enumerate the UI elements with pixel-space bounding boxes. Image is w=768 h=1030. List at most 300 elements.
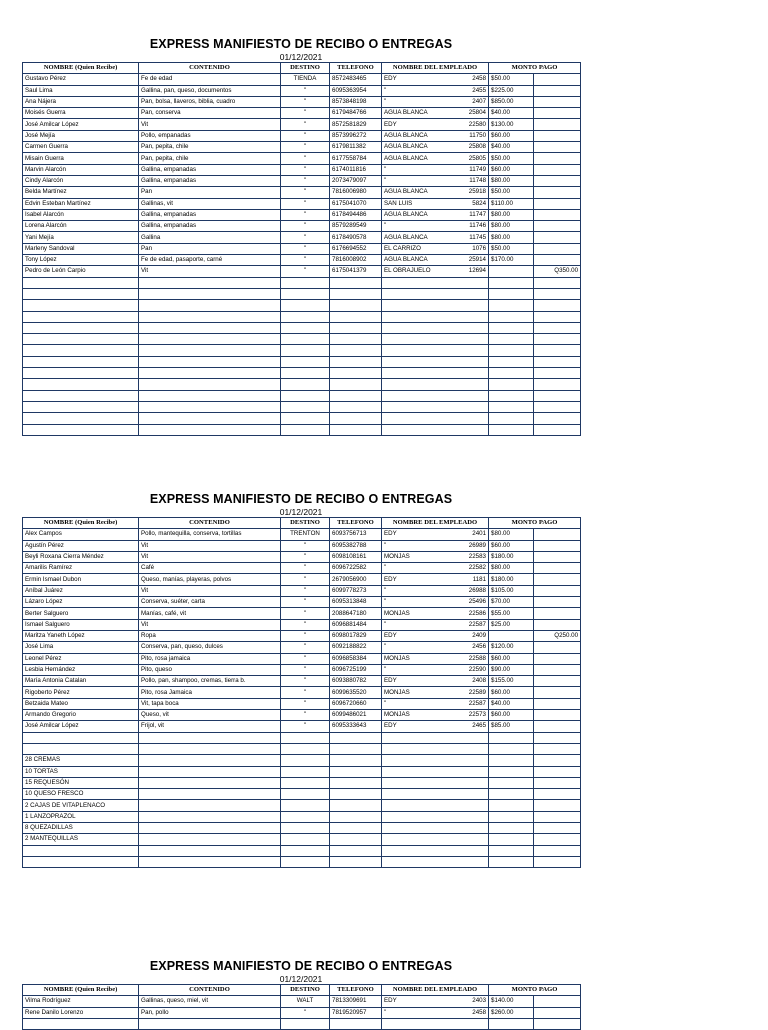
empty-cell (534, 856, 581, 867)
empty-cell (456, 356, 489, 367)
cell-telefono: 6095313848 (330, 597, 382, 608)
cell-monto: $60.00 (489, 540, 534, 551)
cell-contenido: Gallina, empanadas (139, 175, 281, 186)
cell-telefono: 7819520957 (330, 1007, 382, 1018)
header-nombre: NOMBRE (Quien Recibe) (23, 63, 139, 74)
table-row (23, 1007, 581, 1018)
empty-cell (534, 311, 581, 322)
cell-telefono: 6176694552 (330, 243, 382, 254)
empty-row (23, 334, 581, 345)
table-row (23, 653, 581, 664)
cell-destino: " (281, 619, 330, 630)
empty-cell (139, 322, 281, 333)
empty-cell (281, 424, 330, 435)
cell-contenido: Vit, tapa boca (139, 698, 281, 709)
cell-empleado-codigo: 11749 (456, 164, 489, 175)
cell-extra (534, 85, 581, 96)
table-row (23, 164, 581, 175)
empty-cell (139, 800, 281, 811)
empty-cell (382, 800, 456, 811)
cell-contenido: Pan, bolsa, llaveros, biblia, cuadro (139, 96, 281, 107)
empty-cell (489, 401, 534, 412)
cell-empleado-codigo: 2465 (456, 721, 489, 732)
empty-cell (330, 368, 382, 379)
note-text: 15 REQUESÓN (23, 777, 139, 788)
table-row (23, 108, 581, 119)
cell-empleado: EL OBRAJUELO (382, 266, 456, 277)
table-row (23, 85, 581, 96)
empty-cell (382, 345, 456, 356)
cell-telefono: 6096858384 (330, 653, 382, 664)
empty-row (23, 345, 581, 356)
cell-nombre: José Amilcar López (23, 721, 139, 732)
empty-cell (139, 789, 281, 800)
cell-monto: $80.00 (489, 221, 534, 232)
header-nombre: NOMBRE (Quien Recibe) (23, 985, 139, 996)
cell-extra (534, 232, 581, 243)
cell-empleado-codigo: 1181 (456, 574, 489, 585)
cell-destino: " (281, 198, 330, 209)
cell-telefono: 6178494486 (330, 209, 382, 220)
empty-cell (489, 379, 534, 390)
empty-cell (139, 766, 281, 777)
cell-destino: " (281, 642, 330, 653)
cell-monto: $120.00 (489, 642, 534, 653)
empty-cell (534, 1018, 581, 1029)
cell-contenido: Pan, pollo (139, 1007, 281, 1018)
cell-empleado: EDY (382, 119, 456, 130)
cell-telefono: 6175041379 (330, 266, 382, 277)
table-row (23, 529, 581, 540)
cell-contenido: Gallina, empanadas (139, 209, 281, 220)
empty-cell (23, 379, 139, 390)
empty-cell (489, 732, 534, 743)
header-empleado: NOMBRE DEL EMPLEADO (382, 985, 489, 996)
empty-cell (281, 334, 330, 345)
cell-empleado-codigo: 22582 (456, 563, 489, 574)
cell-nombre: Amarilis Ramírez (23, 563, 139, 574)
cell-extra (534, 608, 581, 619)
cell-empleado: " (382, 85, 456, 96)
cell-monto: $60.00 (489, 687, 534, 698)
note-row (23, 834, 581, 845)
table-row (23, 687, 581, 698)
header-telefono: TELEFONO (330, 63, 382, 74)
empty-cell (456, 789, 489, 800)
cell-telefono: 6099635520 (330, 687, 382, 698)
cell-empleado-codigo: 22573 (456, 710, 489, 721)
empty-cell (281, 345, 330, 356)
empty-cell (456, 368, 489, 379)
note-row (23, 777, 581, 788)
cell-empleado: MONJAS (382, 653, 456, 664)
empty-cell (23, 845, 139, 856)
empty-cell (281, 823, 330, 834)
cell-monto: $60.00 (489, 130, 534, 141)
empty-cell (23, 334, 139, 345)
empty-cell (456, 755, 489, 766)
cell-empleado-codigo: 2407 (456, 96, 489, 107)
table-row (23, 540, 581, 551)
cell-empleado-codigo: 2456 (456, 642, 489, 653)
cell-empleado: EDY (382, 574, 456, 585)
cell-telefono: 6093756713 (330, 529, 382, 540)
cell-telefono: 8573996272 (330, 130, 382, 141)
empty-cell (139, 334, 281, 345)
empty-cell (489, 834, 534, 845)
cell-telefono: 6174011816 (330, 164, 382, 175)
cell-nombre: Berter Salguero (23, 608, 139, 619)
cell-monto: $40.00 (489, 142, 534, 153)
empty-cell (330, 811, 382, 822)
table-row (23, 153, 581, 164)
empty-cell (382, 823, 456, 834)
manifest-title: EXPRESS MANIFIESTO DE RECIBO O ENTREGAS (149, 959, 453, 973)
cell-empleado: AGUA BLANCA (382, 108, 456, 119)
cell-nombre: Beyli Roxana Cierra Méndez (23, 551, 139, 562)
header-contenido: CONTENIDO (139, 518, 281, 529)
empty-cell (139, 277, 281, 288)
empty-cell (489, 823, 534, 834)
empty-cell (534, 322, 581, 333)
cell-nombre: Marleny Sandoval (23, 243, 139, 254)
cell-empleado-codigo: 2409 (456, 630, 489, 641)
empty-cell (139, 345, 281, 356)
cell-empleado-codigo: 11745 (456, 232, 489, 243)
empty-cell (489, 811, 534, 822)
empty-cell (489, 766, 534, 777)
cell-monto: $225.00 (489, 85, 534, 96)
cell-destino: " (281, 221, 330, 232)
cell-nombre: Moisés Guerra (23, 108, 139, 119)
header-destino: DESTINO (281, 985, 330, 996)
empty-cell (23, 277, 139, 288)
cell-contenido: Pan (139, 187, 281, 198)
empty-cell (456, 743, 489, 754)
empty-cell (281, 743, 330, 754)
header-monto: MONTO PAGO (489, 985, 581, 996)
empty-cell (382, 789, 456, 800)
cell-monto: $80.00 (489, 209, 534, 220)
cell-empleado: " (382, 221, 456, 232)
empty-cell (534, 789, 581, 800)
cell-nombre: Leonel Pérez (23, 653, 139, 664)
cell-contenido: Café (139, 563, 281, 574)
cell-empleado-codigo: 25918 (456, 187, 489, 198)
empty-row (23, 379, 581, 390)
cell-destino: " (281, 551, 330, 562)
cell-monto: $155.00 (489, 676, 534, 687)
cell-empleado: AGUA BLANCA (382, 232, 456, 243)
cell-contenido: Ropa (139, 630, 281, 641)
empty-cell (281, 288, 330, 299)
cell-contenido: Gallinas, vit (139, 198, 281, 209)
empty-cell (330, 356, 382, 367)
empty-cell (281, 300, 330, 311)
empty-cell (382, 811, 456, 822)
cell-extra (534, 119, 581, 130)
empty-cell (382, 356, 456, 367)
cell-extra (534, 164, 581, 175)
empty-cell (456, 1018, 489, 1029)
cell-contenido: Pito, rosa Jamaica (139, 687, 281, 698)
cell-destino: " (281, 255, 330, 266)
empty-cell (330, 766, 382, 777)
manifest-date: 01/12/2021 (279, 507, 323, 517)
empty-cell (139, 845, 281, 856)
empty-cell (23, 322, 139, 333)
cell-empleado: MONJAS (382, 551, 456, 562)
cell-contenido: Conserva, pan, queso, dulces (139, 642, 281, 653)
cell-contenido: Pan, conserva (139, 108, 281, 119)
cell-monto: $180.00 (489, 574, 534, 585)
empty-cell (281, 1018, 330, 1029)
note-row (23, 800, 581, 811)
cell-telefono: 6099486021 (330, 710, 382, 721)
empty-cell (456, 811, 489, 822)
cell-contenido: Pito, rosa jamaica (139, 653, 281, 664)
empty-cell (456, 777, 489, 788)
note-text: 28 CREMAS (23, 755, 139, 766)
cell-contenido: Queso, manías, playeras, polvos (139, 574, 281, 585)
empty-cell (456, 311, 489, 322)
empty-row (23, 288, 581, 299)
table-row (23, 255, 581, 266)
cell-extra (534, 221, 581, 232)
cell-destino: " (281, 710, 330, 721)
empty-cell (534, 823, 581, 834)
cell-destino: " (281, 142, 330, 153)
cell-monto: $50.00 (489, 187, 534, 198)
cell-destino: " (281, 540, 330, 551)
cell-destino: " (281, 108, 330, 119)
note-row (23, 755, 581, 766)
cell-monto: $60.00 (489, 653, 534, 664)
empty-cell (139, 390, 281, 401)
empty-cell (456, 766, 489, 777)
note-row (23, 811, 581, 822)
table-row (23, 187, 581, 198)
empty-cell (23, 311, 139, 322)
empty-cell (382, 1018, 456, 1029)
table-row (23, 574, 581, 585)
header-telefono: TELEFONO (330, 985, 382, 996)
empty-cell (382, 766, 456, 777)
empty-cell (456, 413, 489, 424)
empty-cell (330, 334, 382, 345)
empty-row (23, 845, 581, 856)
empty-cell (489, 777, 534, 788)
empty-cell (534, 401, 581, 412)
empty-cell (139, 732, 281, 743)
cell-nombre: Armando Gregorio (23, 710, 139, 721)
empty-cell (534, 413, 581, 424)
empty-cell (139, 777, 281, 788)
cell-extra (534, 187, 581, 198)
header-nombre: NOMBRE (Quien Recibe) (23, 518, 139, 529)
empty-cell (382, 845, 456, 856)
cell-destino: " (281, 608, 330, 619)
empty-cell (330, 856, 382, 867)
cell-empleado: " (382, 1007, 456, 1018)
manifest-title: EXPRESS MANIFIESTO DE RECIBO O ENTREGAS (149, 492, 453, 506)
empty-cell (281, 413, 330, 424)
cell-empleado: SAN LUIS (382, 198, 456, 209)
empty-cell (534, 334, 581, 345)
cell-monto: $60.00 (489, 164, 534, 175)
cell-destino: " (281, 243, 330, 254)
empty-cell (281, 800, 330, 811)
cell-nombre: Ermin Ismael Dubon (23, 574, 139, 585)
empty-cell (330, 743, 382, 754)
cell-nombre: María Antonia Catalan (23, 676, 139, 687)
empty-cell (456, 345, 489, 356)
cell-nombre: Pedro de León Carpio (23, 266, 139, 277)
empty-cell (489, 345, 534, 356)
cell-monto: $85.00 (489, 721, 534, 732)
header-telefono: TELEFONO (330, 518, 382, 529)
cell-contenido: Vit (139, 119, 281, 130)
empty-cell (489, 845, 534, 856)
cell-empleado: " (382, 642, 456, 653)
cell-telefono: 6179811382 (330, 142, 382, 153)
empty-cell (139, 401, 281, 412)
cell-extra (534, 540, 581, 551)
empty-cell (456, 845, 489, 856)
table-row (23, 642, 581, 653)
empty-cell (330, 424, 382, 435)
cell-contenido: Pollo, pan, shampoo, cremas, tierra b. (139, 676, 281, 687)
empty-cell (330, 823, 382, 834)
empty-cell (330, 300, 382, 311)
table-header-row (23, 985, 581, 996)
empty-cell (456, 800, 489, 811)
cell-contenido: Conserva, suéter, carta (139, 597, 281, 608)
empty-cell (489, 1018, 534, 1029)
cell-contenido: Gallina (139, 232, 281, 243)
cell-destino: WALT (281, 996, 330, 1007)
cell-contenido: Gallina, pan, queso, documentos (139, 85, 281, 96)
empty-cell (456, 401, 489, 412)
table-row (23, 130, 581, 141)
empty-cell (456, 424, 489, 435)
empty-cell (281, 834, 330, 845)
table-row (23, 608, 581, 619)
empty-cell (139, 1018, 281, 1029)
cell-empleado-codigo: 11747 (456, 209, 489, 220)
cell-empleado-codigo: 11750 (456, 130, 489, 141)
empty-cell (330, 311, 382, 322)
cell-telefono: 6175041070 (330, 198, 382, 209)
empty-cell (281, 322, 330, 333)
empty-cell (23, 300, 139, 311)
table-row (23, 119, 581, 130)
cell-extra (534, 585, 581, 596)
empty-cell (382, 334, 456, 345)
cell-nombre: Aníbal Juárez (23, 585, 139, 596)
cell-contenido: Pito, queso (139, 664, 281, 675)
cell-nombre: Rigoberto Pérez (23, 687, 139, 698)
empty-cell (489, 800, 534, 811)
table-row (23, 142, 581, 153)
empty-cell (382, 390, 456, 401)
empty-row (23, 732, 581, 743)
cell-nombre: Ana Nájera (23, 96, 139, 107)
cell-extra: Q350.00 (534, 266, 581, 277)
empty-cell (23, 1018, 139, 1029)
cell-empleado-codigo: 11746 (456, 221, 489, 232)
cell-empleado: EDY (382, 74, 456, 85)
empty-cell (330, 834, 382, 845)
cell-destino: " (281, 630, 330, 641)
cell-destino: " (281, 676, 330, 687)
cell-destino: " (281, 687, 330, 698)
empty-cell (281, 356, 330, 367)
empty-cell (489, 413, 534, 424)
cell-monto: $55.00 (489, 608, 534, 619)
cell-empleado-codigo: 11748 (456, 175, 489, 186)
cell-telefono: 6178490578 (330, 232, 382, 243)
cell-destino: " (281, 597, 330, 608)
cell-empleado: AGUA BLANCA (382, 153, 456, 164)
empty-cell (382, 743, 456, 754)
cell-contenido: Pan, pepita, chile (139, 153, 281, 164)
cell-contenido: Queso, vit (139, 710, 281, 721)
cell-telefono: 6096725199 (330, 664, 382, 675)
empty-cell (139, 823, 281, 834)
cell-extra (534, 243, 581, 254)
empty-cell (382, 401, 456, 412)
table-row (23, 676, 581, 687)
cell-extra (534, 687, 581, 698)
empty-cell (139, 311, 281, 322)
empty-cell (489, 356, 534, 367)
cell-nombre: Lorena Alarcón (23, 221, 139, 232)
cell-monto: $50.00 (489, 74, 534, 85)
cell-monto: $80.00 (489, 175, 534, 186)
empty-cell (534, 379, 581, 390)
cell-empleado-codigo: 22588 (456, 653, 489, 664)
empty-cell (330, 379, 382, 390)
empty-cell (23, 345, 139, 356)
table-row (23, 597, 581, 608)
table-row (23, 209, 581, 220)
cell-monto: $105.00 (489, 585, 534, 596)
cell-monto (489, 630, 534, 641)
empty-cell (456, 334, 489, 345)
manifest-table (22, 517, 581, 868)
empty-cell (534, 288, 581, 299)
cell-extra (534, 1007, 581, 1018)
note-text: 2 CAJAS DE VITAPLENACO (23, 800, 139, 811)
cell-telefono: 6099778273 (330, 585, 382, 596)
empty-cell (456, 277, 489, 288)
empty-cell (281, 811, 330, 822)
cell-empleado: " (382, 563, 456, 574)
empty-cell (489, 390, 534, 401)
table-row (23, 698, 581, 709)
empty-cell (382, 379, 456, 390)
cell-monto: $50.00 (489, 243, 534, 254)
table-row (23, 721, 581, 732)
empty-cell (456, 379, 489, 390)
cell-contenido: Vit (139, 619, 281, 630)
empty-cell (382, 732, 456, 743)
cell-destino: " (281, 85, 330, 96)
cell-nombre: Yani Mejía (23, 232, 139, 243)
empty-cell (23, 390, 139, 401)
manifest-title: EXPRESS MANIFIESTO DE RECIBO O ENTREGAS (149, 37, 453, 51)
